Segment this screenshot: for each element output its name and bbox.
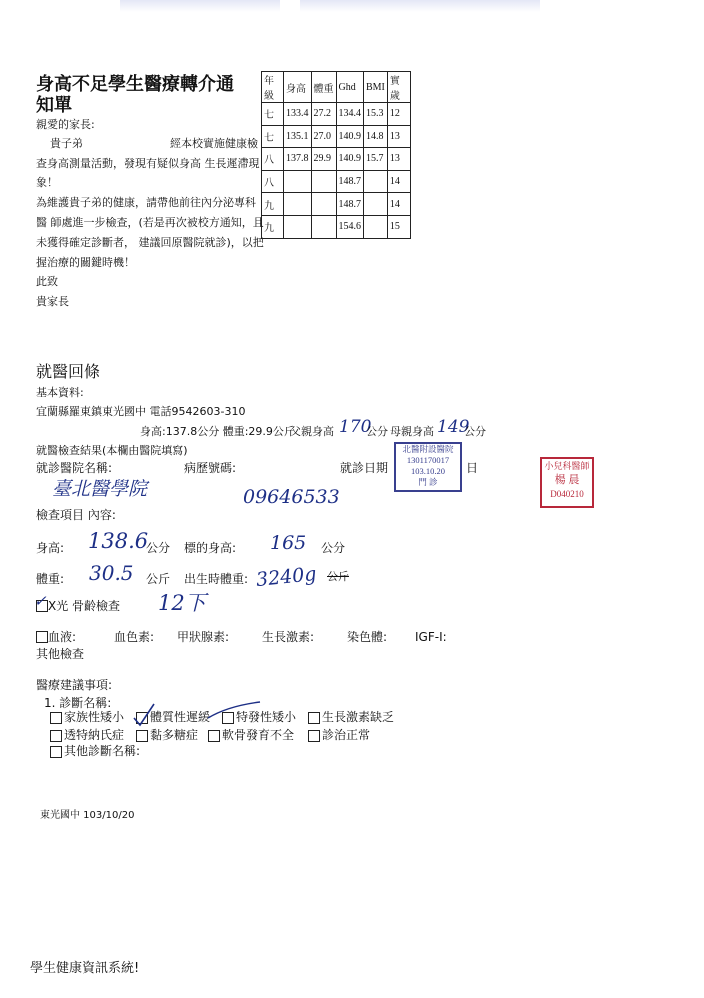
weight-label: 體重:: [36, 572, 65, 586]
table-cell: 27.0: [311, 125, 336, 148]
hemoglobin-label: 血色素:: [114, 630, 155, 644]
school-date-footer: 東光國中 103/10/20: [40, 810, 135, 821]
table-cell: 九: [262, 215, 284, 238]
weight-unit: 公斤: [146, 572, 171, 586]
mother-height-value: 149: [437, 417, 470, 437]
father-height-unit: 公分: [366, 425, 388, 438]
hospital-name-label: 就診醫院名稱:: [36, 461, 113, 475]
table-cell: [311, 170, 336, 193]
familial-checkbox[interactable]: [50, 712, 62, 724]
header-cell: BMI: [364, 72, 388, 103]
table-header-row: [262, 72, 411, 103]
record-number-label: 病歷號碼:: [184, 461, 237, 475]
header-cell: 年級: [262, 72, 284, 103]
header-cell: 體重: [311, 72, 336, 103]
table-cell: 九: [262, 193, 284, 216]
diagnosis-idiopathic: 特發性矮小: [236, 710, 297, 724]
hospital-name-value: 臺北醫學院: [52, 478, 148, 500]
diagnosis-turner: 透特納氏症: [64, 728, 125, 742]
diagnosis-other: 其他診斷名稱:: [64, 744, 141, 758]
table-cell: 133.4: [284, 103, 312, 126]
table-row: [262, 170, 411, 193]
height-unit: 公分: [146, 541, 171, 555]
table-cell: [311, 215, 336, 238]
ghd-checkbox[interactable]: [308, 712, 320, 724]
table-cell: 七: [262, 125, 284, 148]
table-row: [262, 103, 411, 126]
blood-checkbox[interactable]: [36, 631, 48, 643]
table-cell: [364, 215, 388, 238]
table-cell: 134.4: [336, 103, 364, 126]
turner-checkbox[interactable]: [50, 730, 62, 742]
table-cell: 13: [387, 125, 410, 148]
table-cell: [284, 215, 312, 238]
table-row: [262, 125, 411, 148]
table-cell: 15.3: [364, 103, 388, 126]
table-cell: 148.7: [336, 193, 364, 216]
handwritten-check-marks: [128, 700, 278, 730]
mother-height-unit: 公分: [464, 425, 486, 438]
chromosome-label: 染色體:: [347, 630, 388, 644]
table-cell: 七: [262, 103, 284, 126]
father-height-value: 170: [339, 417, 372, 437]
record-number-value: 09646533: [243, 486, 340, 508]
exam-items-label: 檢查項目 內容:: [36, 508, 116, 522]
table-cell: 135.1: [284, 125, 312, 148]
diagnosis-normal: 診治正常: [322, 728, 371, 742]
visit-date-label: 就診日期: [340, 461, 389, 475]
check-stroke: [134, 704, 154, 725]
hospital-visit-stamp: [394, 442, 462, 492]
notice-p1d: 象！: [36, 176, 58, 189]
table-cell: [311, 193, 336, 216]
table-cell: 15: [387, 215, 410, 238]
other-exam-label: 其他檢查: [36, 647, 85, 661]
table-cell: [364, 193, 388, 216]
result-heading: 就醫檢查結果(本欄由醫院填寫): [36, 444, 188, 457]
table-cell: 14.8: [364, 125, 388, 148]
table-cell: 13: [387, 148, 410, 171]
doctor-seal: [540, 457, 594, 508]
height-value: 138.6: [88, 529, 149, 553]
stamp-text: 門 診: [418, 477, 438, 487]
xray-check-mark: ✓: [34, 592, 47, 610]
stamp-text: 北醫附設醫院: [402, 444, 454, 454]
document-title-line2: 知單: [36, 95, 72, 116]
blood-label: 血液:: [48, 630, 77, 644]
birth-weight-label: 出生時體重:: [184, 572, 249, 586]
diagnosis-mps: 黏多糖症: [150, 728, 199, 742]
table-cell: 15.7: [364, 148, 388, 171]
table-cell: 140.9: [336, 148, 364, 171]
table-cell: 八: [262, 148, 284, 171]
header-cell: 身高: [284, 72, 312, 103]
growth-hormone-label: 生長激素:: [262, 630, 315, 644]
diagnosis-familial: 家族性矮小: [64, 710, 125, 724]
father-height-label: 父親身高: [290, 425, 334, 438]
table-cell: 29.9: [311, 148, 336, 171]
table-cell: 140.9: [336, 125, 364, 148]
table-cell: [284, 170, 312, 193]
header-cell: 實歲: [387, 72, 410, 103]
stamp-text: 1301170017: [406, 455, 450, 465]
table-cell: 14: [387, 193, 410, 216]
seal-text: 楊 晨: [554, 474, 580, 486]
target-height-label: 標的身高:: [184, 541, 237, 555]
diagnosis-ghd: 生長激素缺乏: [322, 710, 395, 724]
target-height-value: 165: [270, 532, 307, 554]
bone-age-value: 12下: [158, 591, 206, 615]
table-cell: 八: [262, 170, 284, 193]
scan-shading: [120, 0, 280, 12]
igf-label: IGF-I:: [415, 630, 447, 644]
seal-text: D040210: [550, 489, 584, 499]
notice-greeting: 親愛的家長:: [36, 118, 95, 131]
notice-p2d: 握治療的關鍵時機！: [36, 256, 135, 269]
xray-label: X光 骨齡檢查: [48, 599, 121, 613]
advice-label: 醫療建議事項:: [36, 678, 113, 692]
table-cell: 137.8: [284, 148, 312, 171]
check-stroke: [208, 702, 260, 718]
diagnosis-constitutional: 體質性遲緩: [150, 710, 211, 724]
notice-p1c: 查身高測量活動，發現有疑似身高 生長遲滯現: [36, 157, 260, 170]
birth-weight-value: 3240g: [255, 562, 318, 592]
weight-value: 30.5: [89, 561, 134, 585]
notice-p2b: 醫 師處進一步檢查，(若是再次被校方通知，且: [36, 216, 264, 229]
notice-p1b: 經本校實施健康檢: [170, 137, 258, 150]
table-row: [262, 193, 411, 216]
basic-info-label: 基本資料:: [36, 386, 84, 399]
target-height-unit: 公分: [321, 541, 346, 555]
table-cell: 14: [387, 170, 410, 193]
height-label: 身高:: [36, 541, 65, 555]
table-cell: 148.7: [336, 170, 364, 193]
diagnosis-label: 1. 診斷名稱:: [44, 696, 112, 710]
notice-p2c: 未獲得確定診斷者， 建議回原醫院就診)，以把: [36, 236, 264, 249]
notice-closing: 此致: [36, 275, 58, 288]
school-contact: 宜蘭縣羅東鎮東光國中 電話9542603-310: [36, 405, 246, 418]
birth-weight-unit: 公斤: [327, 570, 349, 583]
table-cell: 27.2: [311, 103, 336, 126]
table-cell: [284, 193, 312, 216]
thyroid-label: 甲狀腺素:: [177, 630, 230, 644]
header-cell: Ghd: [336, 72, 364, 103]
table-cell: 12: [387, 103, 410, 126]
diagnosis-achondroplasia: 軟骨發育不全: [222, 728, 295, 742]
normal-checkbox[interactable]: [308, 730, 320, 742]
mps-checkbox[interactable]: [136, 730, 148, 742]
system-footer: 學生健康資訊系統!: [30, 961, 140, 976]
other-diagnosis-checkbox[interactable]: [50, 746, 62, 758]
stamp-text: 103.10.20: [411, 466, 445, 476]
seal-text: 小兒科醫師: [544, 461, 590, 471]
table-row: [262, 148, 411, 171]
table-row: [262, 215, 411, 238]
reply-title: 就醫回條: [36, 362, 101, 381]
achondroplasia-checkbox[interactable]: [208, 730, 220, 742]
notice-recipient: 貴家長: [36, 295, 69, 308]
notice-p1a: 貴子弟: [50, 137, 83, 150]
mother-height-label: 母親身高: [390, 425, 434, 438]
student-measurement: 身高:137.8公分 體重:29.9公斤: [140, 425, 295, 438]
notice-p2a: 為維護貴子弟的健康，請帶他前往內分泌專科: [36, 196, 256, 209]
scan-shading: [300, 0, 540, 12]
table-cell: [364, 170, 388, 193]
table-cell: 154.6: [336, 215, 364, 238]
visit-date-suffix: 日: [466, 461, 479, 475]
document-title-line1: 身高不足學生醫療轉介通: [36, 74, 234, 95]
growth-record-table: [261, 71, 411, 239]
